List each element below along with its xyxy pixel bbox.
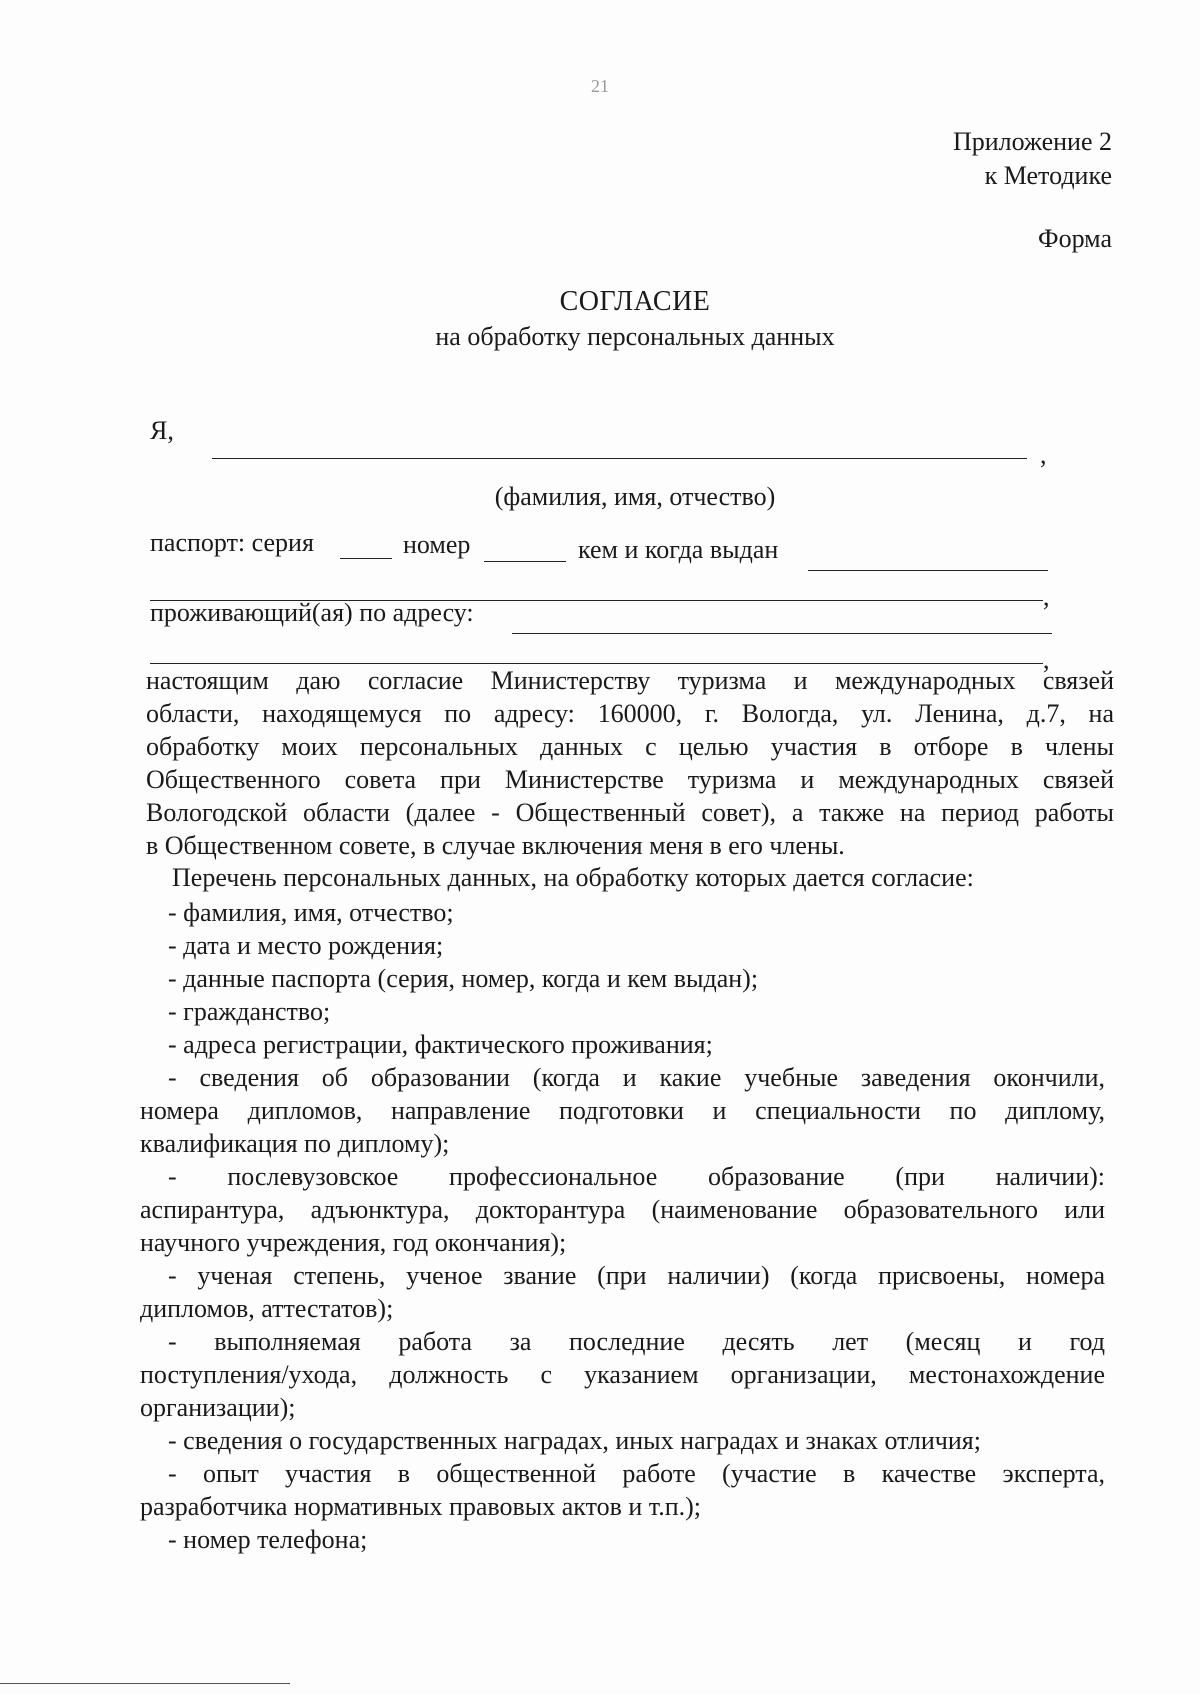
list-item-line: организации); <box>140 1393 296 1422</box>
list-item-line: - послевузовское профессиональное образование (при наличии): <box>168 1162 1105 1191</box>
list-item-line: - номер телефона; <box>168 1525 368 1554</box>
passport-series-line[interactable] <box>340 558 392 559</box>
list-item-line: поступления/ухода, должность с указанием организации, местонахождение <box>140 1360 1105 1389</box>
address-line-1[interactable] <box>512 633 1052 634</box>
address-label: проживающий(ая) по адресу: <box>150 598 474 627</box>
address-comma: , <box>1043 645 1050 674</box>
page-number: 21 <box>591 76 609 96</box>
list-item <box>140 1457 1105 1523</box>
list-item-line: - адреса регистрации, фактического проживания; <box>168 1030 713 1059</box>
list-item-line: - выполняемая работа за последние десять лет (месяц и год <box>168 1327 1105 1356</box>
list-item-line: - фамилия, имя, отчество; <box>168 898 454 927</box>
list-item <box>140 896 1105 929</box>
list-item-line: - сведения о государственных наградах, иных наградах и знаках отличия; <box>168 1426 981 1455</box>
consent-line: области, находящемуся по адресу: 160000, г. Вологда, ул. Ленина, д.7, на <box>146 699 1114 728</box>
fio-caption: (фамилия, имя, отчество) <box>494 482 776 511</box>
list-item-line: научного учреждения, год окончания); <box>140 1228 567 1257</box>
passport-number-line[interactable] <box>484 561 566 562</box>
personal-data-list <box>140 896 1105 1556</box>
consent-line: Общественного совета при Министерстве туризма и международных связей <box>146 765 1114 794</box>
list-item-line: дипломов, аттестатов); <box>140 1294 394 1323</box>
list-item-line: - ученая степень, ученое звание (при наличии) (когда присвоены, номера <box>168 1261 1105 1290</box>
fio-input-line[interactable] <box>212 458 1027 459</box>
consent-paragraph <box>146 664 1114 862</box>
appendix-line-1: Приложение 2 <box>952 127 1112 156</box>
list-item-line: - данные паспорта (серия, номер, когда и кем выдан); <box>168 964 759 993</box>
document-subtitle: на обработку персональных данных <box>435 322 835 351</box>
list-item <box>140 929 1105 962</box>
consent-line: обработку моих персональных данных с целью участия в отборе в члены <box>146 732 1114 761</box>
passport-series-label: паспорт: серия <box>150 528 314 557</box>
list-item <box>140 962 1105 995</box>
list-item <box>140 995 1105 1028</box>
list-item <box>140 1259 1105 1325</box>
appendix-reference <box>953 125 1112 193</box>
list-item <box>140 1424 1105 1457</box>
list-item <box>140 1160 1105 1259</box>
form-label: Форма <box>1038 224 1112 253</box>
list-item-line: - дата и место рождения; <box>168 931 444 960</box>
consent-line: Вологодской области (далее - Общественный совет), а также на период работы <box>146 798 1114 827</box>
document-title: СОГЛАСИЕ <box>559 286 711 317</box>
passport-issued-line[interactable] <box>808 570 1048 571</box>
consent-line: настоящим даю согласие Министерству туризма и международных связей <box>146 666 1114 695</box>
consent-line: в Общественном совете, в случае включения меня в его члены. <box>146 831 845 860</box>
list-item <box>140 1325 1105 1424</box>
list-item <box>140 1523 1105 1556</box>
list-item-line: аспирантура, адъюнктура, докторантура (наименование образовательного или <box>140 1195 1105 1224</box>
list-item-line: - сведения об образовании (когда и какие учебные заведения окончили, <box>168 1063 1105 1092</box>
i-label: Я, <box>150 416 174 445</box>
list-intro: Перечень персональных данных, на обработку которых дается согласие: <box>172 863 974 892</box>
appendix-line-2: к Методике <box>984 161 1112 190</box>
passport-comma: , <box>1043 582 1050 611</box>
list-item-line: номера дипломов, направление подготовки и специальности по диплому, <box>140 1096 1105 1125</box>
list-item-line: - гражданство; <box>168 997 331 1026</box>
passport-issued-label: кем и когда выдан <box>578 535 779 564</box>
list-item <box>140 1028 1105 1061</box>
fio-comma: , <box>1040 440 1047 469</box>
list-item-line: квалификация по диплому); <box>140 1129 450 1158</box>
bottom-divider <box>0 1683 290 1684</box>
passport-number-label: номер <box>403 530 471 559</box>
list-item-line: - опыт участия в общественной работе (участие в качестве эксперта, <box>168 1459 1105 1488</box>
list-item-line: разработчика нормативных правовых актов и т.п.); <box>140 1492 702 1521</box>
list-item <box>140 1061 1105 1160</box>
